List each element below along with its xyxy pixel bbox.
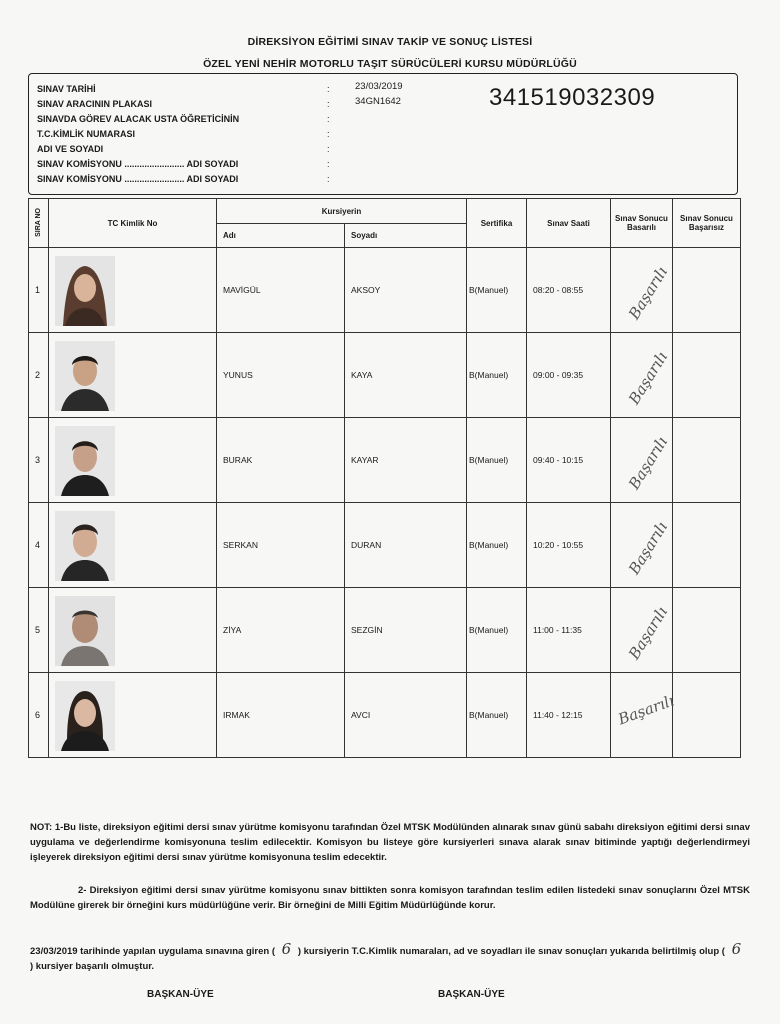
exam-time: 09:40 - 10:15 xyxy=(527,418,611,503)
row-no: 2 xyxy=(29,333,49,418)
info-colon: : xyxy=(327,99,330,109)
certificate: B(Manuel) xyxy=(467,418,527,503)
signature-label-right: BAŞKAN-ÜYE xyxy=(438,989,505,1000)
result-pass-cell xyxy=(611,248,673,333)
student-first-name: YUNUS xyxy=(217,333,345,418)
info-label-instructor: SINAVDA GÖREV ALACAK USTA ÖĞRETİCİNİN xyxy=(37,114,240,124)
photo-cell xyxy=(49,418,217,503)
summary-statement xyxy=(30,942,750,974)
info-label-commission-1: SINAV KOMİSYONU ........................ ADI SOYADI xyxy=(37,159,239,169)
info-label-name: ADI VE SOYADI xyxy=(37,144,104,154)
table-row xyxy=(29,503,741,588)
row-no: 4 xyxy=(29,503,49,588)
result-fail-cell xyxy=(673,418,741,503)
student-last-name: KAYAR xyxy=(345,418,467,503)
exam-code-number: 341519032309 xyxy=(489,84,656,111)
summary-text-3: ) kursiyer başarılı olmuştur. xyxy=(30,961,155,972)
pass-signature: Başarılı xyxy=(625,433,672,493)
summary-text-1: 23/03/2019 tarihinde yapılan uygulama sınavına giren ( xyxy=(30,946,275,957)
student-first-name: BURAK xyxy=(217,418,345,503)
info-value-plate: 34GN1642 xyxy=(355,96,401,107)
student-last-name: AKSOY xyxy=(345,248,467,333)
photo-cell xyxy=(49,673,217,758)
student-last-name: DURAN xyxy=(345,503,467,588)
student-first-name: ZİYA xyxy=(217,588,345,673)
student-photo xyxy=(55,426,115,496)
result-pass-cell xyxy=(611,588,673,673)
result-fail-cell xyxy=(673,248,741,333)
info-colon: : xyxy=(327,129,330,139)
exam-time: 09:00 - 09:35 xyxy=(527,333,611,418)
summary-text-2: ) kursiyerin T.C.Kimlik numaraları, ad ve soyadları ile sınav sonuçları yukarıda belirtilmiş olup ( xyxy=(297,946,725,957)
table-row xyxy=(29,248,741,333)
certificate: B(Manuel) xyxy=(467,503,527,588)
result-fail-cell xyxy=(673,588,741,673)
student-last-name: AVCI xyxy=(345,673,467,758)
info-colon: : xyxy=(327,84,330,94)
header-sertifika: Sertifika xyxy=(467,199,527,248)
pass-signature: Başarılı xyxy=(615,691,677,729)
table-row xyxy=(29,333,741,418)
certificate: B(Manuel) xyxy=(467,673,527,758)
photo-cell xyxy=(49,333,217,418)
pass-signature: Başarılı xyxy=(625,603,672,663)
info-label-date: SINAV TARİHİ xyxy=(37,84,96,94)
exam-time: 10:20 - 10:55 xyxy=(527,503,611,588)
certificate: B(Manuel) xyxy=(467,588,527,673)
student-photo xyxy=(55,511,115,581)
row-no: 5 xyxy=(29,588,49,673)
exam-time: 08:20 - 08:55 xyxy=(527,248,611,333)
document-subtitle: ÖZEL YENİ NEHİR MOTORLU TAŞIT SÜRÜCÜLERİ KURSU MÜDÜRLÜĞÜ xyxy=(203,58,577,70)
header-kursiyer: Kursiyerin xyxy=(217,199,467,224)
student-photo xyxy=(55,341,115,411)
student-photo xyxy=(55,596,115,666)
header-saat: Sınav Saati xyxy=(527,199,611,248)
signature-label-left: BAŞKAN-ÜYE xyxy=(147,989,214,1000)
student-last-name: KAYA xyxy=(345,333,467,418)
info-label-commission-2: SINAV KOMİSYONU ........................ ADI SOYADI xyxy=(37,174,239,184)
result-fail-cell xyxy=(673,503,741,588)
result-pass-cell xyxy=(611,673,677,758)
handwritten-count-passed: 6 xyxy=(731,940,742,958)
row-no: 6 xyxy=(29,673,49,758)
table-row xyxy=(29,588,741,673)
photo-cell xyxy=(49,248,217,333)
result-pass-cell xyxy=(611,503,673,588)
note-1: NOT: 1-Bu liste, direksiyon eğitimi dersi sınav yürütme komisyonu tarafından Özel MTSK Modülünden alınarak sınav günü sabahı direksiyon eğitimi dersi sınav uygulama ve değerlendirme komisyonuna teslim edilecektir. Komisyon bu listeye göre kursiyerleri sınava alarak sınav bitiminde yaptığı değerlendirmeyi işleyerek direksiyon eğitimi dersi sınav yürütme komisyonuna teslim edecektir. xyxy=(30,822,750,863)
handwritten-count-entered: 6 xyxy=(281,940,292,958)
exam-results-table xyxy=(28,198,741,758)
certificate: B(Manuel) xyxy=(467,248,527,333)
exam-info-box xyxy=(28,73,738,195)
table-row xyxy=(29,418,741,503)
student-last-name: SEZGİN xyxy=(345,588,467,673)
student-first-name: IRMAK xyxy=(217,673,345,758)
header-tc: TC Kimlik No xyxy=(49,199,217,248)
result-fail-cell xyxy=(673,673,741,758)
certificate: B(Manuel) xyxy=(467,333,527,418)
photo-cell xyxy=(49,503,217,588)
header-basarili: Sınav Sonucu Basarılı xyxy=(611,199,673,248)
student-first-name: SERKAN xyxy=(217,503,345,588)
info-label-tc: T.C.KİMLİK NUMARASI xyxy=(37,129,135,139)
header-sira-no xyxy=(29,199,49,248)
photo-cell xyxy=(49,588,217,673)
info-colon: : xyxy=(327,114,330,124)
info-colon: : xyxy=(327,144,330,154)
row-no: 1 xyxy=(29,248,49,333)
header-soyadi: Soyadı xyxy=(345,224,467,248)
header-sira-no-label: SIRA NO xyxy=(35,207,42,237)
info-label-plate: SINAV ARACININ PLAKASI xyxy=(37,99,153,109)
student-first-name: MAVİGÜL xyxy=(217,248,345,333)
header-basarisiz: Sınav Sonucu Başarısız xyxy=(673,199,741,248)
header-adi: Adı xyxy=(217,224,345,248)
pass-signature: Başarılı xyxy=(625,518,672,578)
exam-time: 11:40 - 12:15 xyxy=(527,673,611,758)
result-fail-cell xyxy=(673,333,741,418)
result-pass-cell xyxy=(611,333,673,418)
note-2: 2- Direksiyon eğitimi dersi sınav yürütme komisyonu sınav bittikten sonra komisyon tarafından teslim edilen listedeki sınav sonuçlarını Özel MTSK Modülüne girerek bir örneğini kurs müdürlüğüne verir. Bir örneğini de Milli Eğitim Müdürlüğünde korur. xyxy=(30,885,750,911)
table-row xyxy=(29,673,741,758)
student-photo xyxy=(55,681,115,751)
info-value-date: 23/03/2019 xyxy=(355,81,403,92)
document-title: DİREKSİYON EĞİTİMİ SINAV TAKİP VE SONUÇ LİSTESİ xyxy=(247,36,533,48)
info-colon: : xyxy=(327,174,330,184)
pass-signature: Başarılı xyxy=(625,348,672,408)
student-photo xyxy=(55,256,115,326)
info-colon: : xyxy=(327,159,330,169)
pass-signature: Başarılı xyxy=(625,263,672,323)
row-no: 3 xyxy=(29,418,49,503)
result-pass-cell xyxy=(611,418,673,503)
exam-time: 11:00 - 11:35 xyxy=(527,588,611,673)
